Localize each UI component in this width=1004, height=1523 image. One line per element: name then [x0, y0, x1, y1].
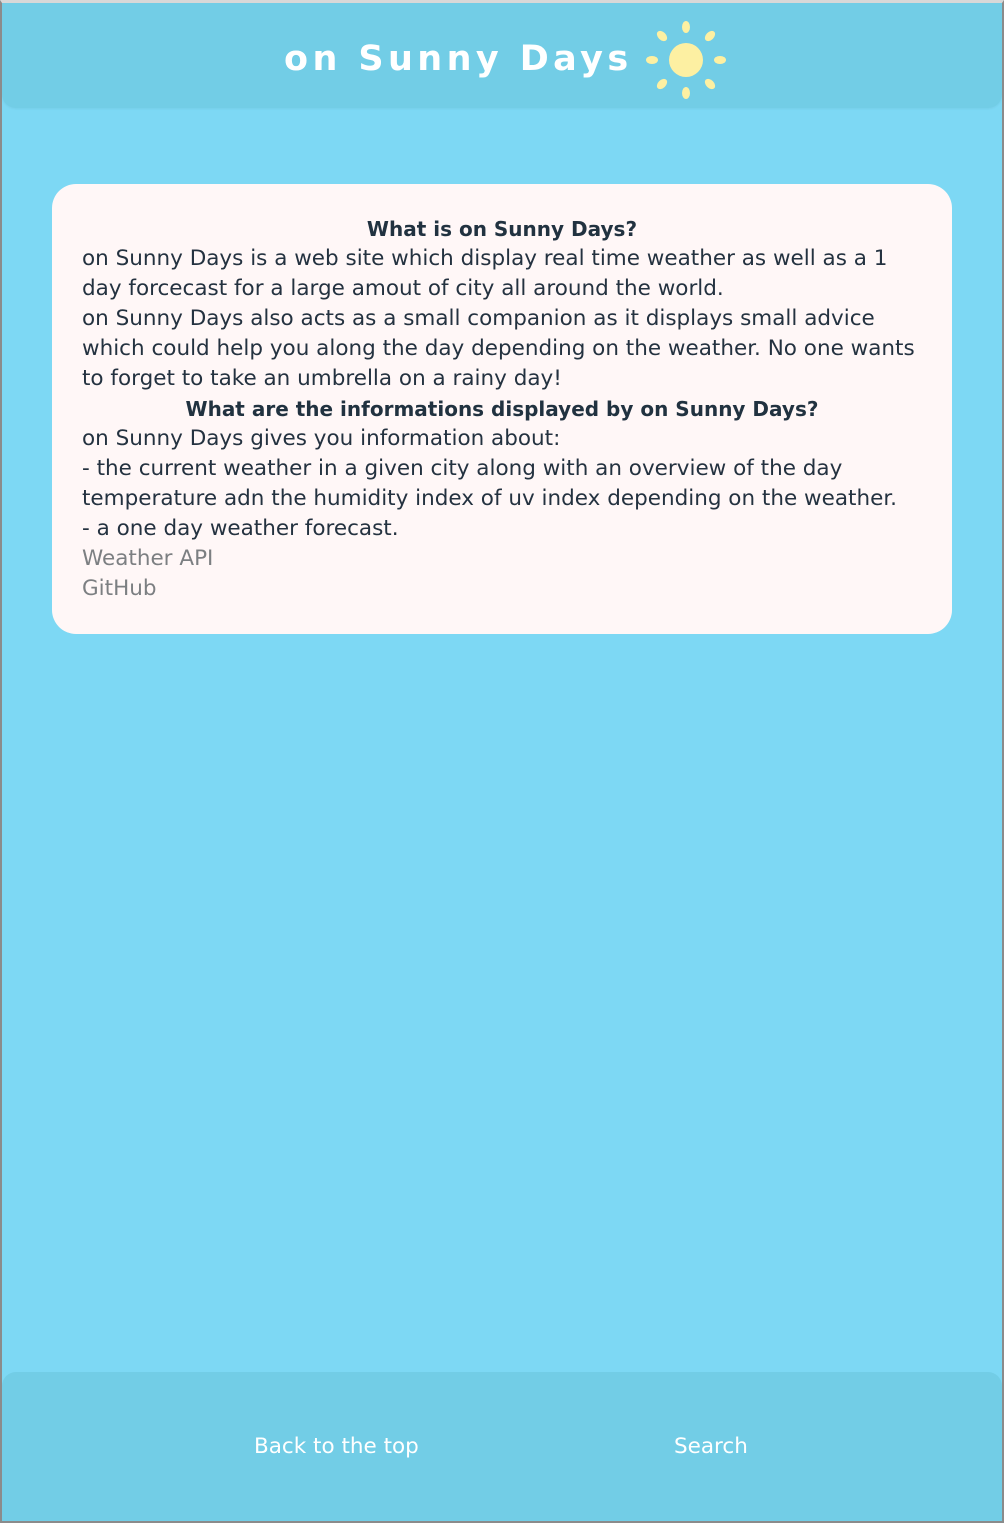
github-link[interactable]: GitHub: [82, 576, 157, 601]
content-card: [52, 184, 952, 634]
site-header: [2, 3, 1002, 108]
site-footer: [2, 1372, 1002, 1523]
site-title: on Sunny Days: [284, 39, 633, 79]
back-to-top-link[interactable]: Back to the top: [254, 1434, 419, 1459]
information-paragraph-current-weather: - the current weather in a given city along with an overview of the day temperature adn the humidity index of uv index depending on the weather.: [82, 456, 898, 511]
information-paragraph-intro: on Sunny Days gives you information about:: [82, 426, 561, 451]
information-paragraph-forecast: - a one day weather forecast.: [82, 516, 399, 541]
search-link[interactable]: Search: [674, 1434, 748, 1459]
section-heading-about: What is on Sunny Days?: [366, 217, 638, 241]
about-paragraph-2: on Sunny Days also acts as a small companion as it displays small advice which could help you along the day depending on the weather. No one wants to forget to take an umbrella on a rainy day!: [82, 306, 915, 391]
about-paragraph-1: on Sunny Days is a web site which display real time weather as well as a 1 day forcecast for a large amout of city all around the world.: [82, 246, 888, 301]
weather-api-link[interactable]: Weather API: [82, 546, 214, 571]
sun-icon: [644, 19, 728, 101]
section-heading-information: What are the informations displayed by on Sunny Days?: [185, 397, 819, 421]
